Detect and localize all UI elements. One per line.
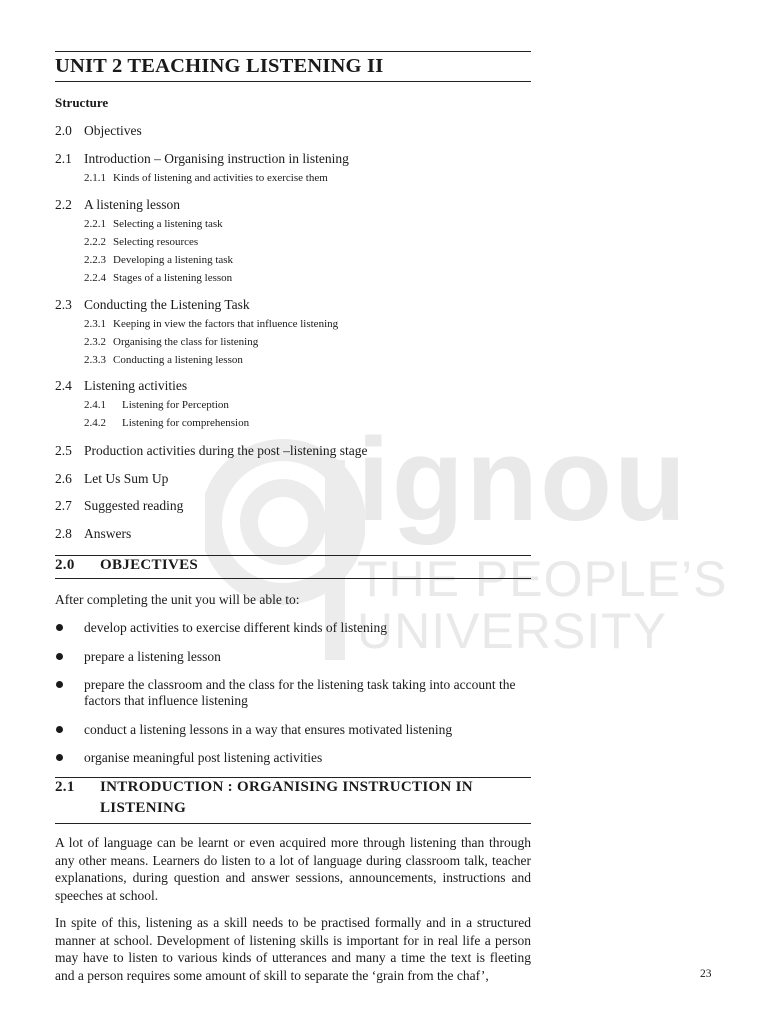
toc-title: Introduction – Organising instruction in listening: [84, 151, 349, 166]
toc-sub-title: Conducting a listening lesson: [113, 354, 243, 366]
toc-subitem-2-2-4: [84, 272, 232, 284]
toc-sub-number: 2.3.3: [84, 354, 106, 366]
section-number: 2.1: [55, 779, 75, 795]
toc-number: 2.0: [55, 123, 72, 138]
bullet-text: prepare a listening lesson: [84, 649, 221, 664]
toc-subitem-2-2-3: [84, 254, 233, 266]
objectives-heading: [55, 557, 198, 574]
bullet-dot-icon: [56, 681, 63, 688]
toc-sub-number: 2.1.1: [84, 172, 106, 184]
toc-subitem-2-2-2: [84, 236, 198, 248]
toc-number: 2.5: [55, 443, 72, 458]
toc-sub-title: Kinds of listening and activities to exercise them: [113, 172, 328, 184]
introduction-top-rule: [55, 777, 531, 778]
toc-sub-number: 2.4.2: [84, 417, 106, 429]
toc-subitem-2-3-3: [84, 354, 243, 366]
toc-sub-title: Developing a listening task: [113, 254, 234, 266]
toc-title: Production activities during the post –listening stage: [84, 443, 368, 458]
toc-item-2-5: [55, 443, 367, 459]
bullet-dot-icon: [56, 754, 63, 761]
toc-sub-title: Stages of a listening lesson: [113, 272, 233, 284]
introduction-paragraph: In spite of this, listening as a skill needs to be practised formally and in a structured manner at school. Development of listening skills is important for in real life a person may have to listen to various kinds of utterances and many a time the text is fleeting and a person requires some amount of skill to separate the ‘grain from the chaf’,: [55, 915, 531, 983]
toc-title: Listening activities: [84, 378, 188, 393]
toc-subitem-2-4-2: [84, 417, 249, 429]
watermark-peoples-text: THE PEOPLE’S: [357, 551, 728, 607]
watermark-ignou-text: ignou: [357, 414, 689, 546]
toc-title: Let Us Sum Up: [84, 471, 169, 486]
toc-number: 2.1: [55, 151, 72, 166]
section-title: INTRODUCTION : ORGANISING INSTRUCTION IN: [100, 779, 473, 795]
toc-title: Conducting the Listening Task: [84, 297, 250, 312]
bullet-dot-icon: [56, 653, 63, 660]
toc-sub-title: Keeping in view the factors that influence listening: [113, 318, 339, 330]
toc-sub-number: 2.4.1: [84, 399, 106, 411]
introduction-bottom-rule: [55, 823, 531, 824]
toc-sub-title: Selecting a listening task: [113, 218, 223, 230]
objectives-intro: After completing the unit you will be able to:: [55, 592, 300, 607]
section-title: OBJECTIVES: [100, 557, 199, 573]
bullet-text: develop activities to exercise different kinds of listening: [84, 620, 388, 635]
toc-item-2-3: [55, 297, 250, 313]
toc-title: Answers: [84, 526, 132, 541]
toc-item-2-8: [55, 526, 131, 542]
toc-sub-title: Selecting resources: [113, 236, 199, 248]
toc-sub-number: 2.2.3: [84, 254, 106, 266]
toc-subitem-2-2-1: [84, 218, 223, 230]
toc-subitem-2-3-2: [84, 336, 258, 348]
introduction-heading-line2: LISTENING: [100, 800, 187, 816]
toc-title: A listening lesson: [84, 197, 181, 212]
toc-sub-number: 2.2.2: [84, 236, 106, 248]
toc-subitem-2-3-1: [84, 318, 338, 330]
toc-subitem-2-4-1: [84, 399, 229, 411]
toc-number: 2.2: [55, 197, 72, 212]
bullet-text: conduct a listening lessons in a way that ensures motivated listening: [84, 722, 453, 737]
toc-sub-number: 2.3.2: [84, 336, 106, 348]
title-bottom-rule: [55, 81, 531, 82]
toc-number: 2.7: [55, 498, 72, 513]
section-number: 2.0: [55, 557, 75, 573]
toc-number: 2.4: [55, 378, 72, 393]
toc-sub-title: Listening for comprehension: [122, 417, 250, 429]
toc-sub-number: 2.2.1: [84, 218, 106, 230]
toc-subitem-2-1-1: [84, 172, 328, 184]
objectives-bottom-rule: [55, 578, 531, 579]
toc-sub-number: 2.3.1: [84, 318, 106, 330]
toc-number: 2.8: [55, 526, 72, 541]
objectives-top-rule: [55, 555, 531, 556]
introduction-paragraph: A lot of language can be learnt or even acquired more through listening than through any other means. Learners do listen to a lot of language during classroom talk, teacher explanations, during question and answer sessions, announcements, instructions and speeches at school.: [55, 835, 531, 903]
toc-item-2-0: [55, 123, 142, 139]
unit-title: UNIT 2 TEACHING LISTENING II: [55, 55, 384, 77]
toc-item-2-7: [55, 498, 183, 514]
title-top-rule: [55, 51, 531, 52]
toc-title: Suggested reading: [84, 498, 184, 513]
page-number: 23: [700, 968, 712, 980]
bullet-dot-icon: [56, 624, 63, 631]
bullet-text: prepare the classroom and the class for the listening task taking into account the factors that influence listening: [84, 677, 516, 708]
bullet-dot-icon: [56, 726, 63, 733]
structure-heading: Structure: [55, 95, 109, 110]
toc-sub-number: 2.2.4: [84, 272, 106, 284]
toc-item-2-1: [55, 151, 349, 167]
toc-number: 2.6: [55, 471, 72, 486]
toc-title: Objectives: [84, 123, 142, 138]
toc-item-2-6: [55, 471, 168, 487]
toc-number: 2.3: [55, 297, 72, 312]
toc-item-2-2: [55, 197, 180, 213]
toc-item-2-4: [55, 378, 187, 394]
toc-sub-title: Listening for Perception: [122, 399, 229, 411]
introduction-heading: [55, 779, 473, 796]
bullet-text: organise meaningful post listening activities: [84, 750, 323, 765]
watermark-university-text: UNIVERSITY: [357, 603, 668, 659]
toc-sub-title: Organising the class for listening: [113, 336, 259, 348]
